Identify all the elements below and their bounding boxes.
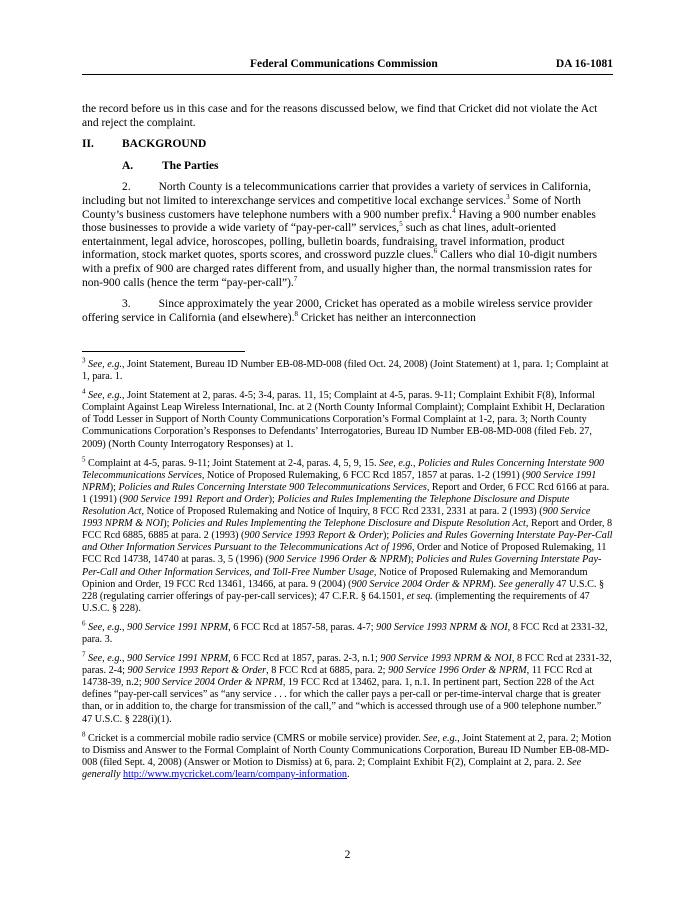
fn8-i2: See generally xyxy=(82,756,582,780)
subsection-heading xyxy=(82,160,613,174)
fn7-s5: , 11 FCC Rcd at 14738-39, n.2; xyxy=(82,665,593,689)
fn5-s12: , Notice of Proposed Rulemaking and Memorandum Opinion and Order, 19 FCC Rcd 13461, 13466, at para. 9 (2004) ( xyxy=(82,566,588,590)
p2-text-3: Having a 900 number enables those businesses to provide a wide variety of “pay-per-call” services, xyxy=(82,208,596,235)
fn7-s4: , 8 FCC Rcd at 6885, para. 2; xyxy=(266,665,389,677)
footnotes xyxy=(82,356,613,788)
fn5-s1: Complaint at 4-5, paras. 9-11; Joint Statement at 2-4, paras. 4, 5, 9, 15. xyxy=(88,457,380,469)
fn7-i4: 900 Service 1993 Report & Order xyxy=(127,665,267,677)
fn8-s4: . xyxy=(347,768,350,780)
fn5-i4: 900 Service 1991 Report and Order xyxy=(122,493,269,505)
footnote-8-number: 8 xyxy=(82,730,86,739)
fn5-i10: 900 Service 1996 Order & NPRM xyxy=(268,554,408,566)
fn5-s11: ); xyxy=(407,554,417,566)
footnote-ref-6[interactable]: 6 xyxy=(433,247,438,256)
fn5-i1: See, e.g., Policies and Rules Concerning Interstate 900 Telecommunications Services xyxy=(82,457,605,481)
fn6-s1: , xyxy=(122,621,128,633)
fn8-i1: See, e.g. xyxy=(423,732,458,744)
footnote-6 xyxy=(82,619,613,646)
fn5-i11: Policies and Rules Governing Interstate Pay-Per-Call and Other Information Services, and Toll-Free Number Usage xyxy=(82,554,602,578)
footnote-8 xyxy=(82,730,613,781)
fn5-s10: , Order and Notice of Proposed Rulemaking, 11 FCC Rcd 14738, 14740 at paras. 3, 5 (1996) ( xyxy=(82,542,607,566)
footnote-ref-3[interactable]: 3 xyxy=(506,193,510,202)
fn5-i13: See generally xyxy=(498,578,554,590)
fn5-i6: 900 Service 1993 NPRM & NOI xyxy=(82,506,591,530)
footnote-separator xyxy=(82,351,245,352)
footnote-3 xyxy=(82,356,613,383)
paragraph-2 xyxy=(82,181,613,290)
footnote-4-number: 4 xyxy=(82,387,86,396)
fn6-s2: , 6 FCC Rcd at 1857-58, paras. 4-7; xyxy=(228,621,377,633)
subsection-number: A. xyxy=(122,159,134,172)
fn7-s1: , xyxy=(122,653,128,665)
p2-text-5: Callers who dial 10-digit numbers with a prefix of 900 are charged rates different from, and usually higher than, the normal transmission rates for non-900 calls (hence the term “pay-per-call”). xyxy=(82,249,598,289)
fn5-s2: , Notice of Proposed Rulemaking, 6 FCC Rcd 1857, 1857 at paras. 1-2 (1991) ( xyxy=(201,469,526,481)
fn5-s4: , Report and Order, 6 FCC Rcd 6166 at para. 1 (1991) ( xyxy=(82,481,610,505)
fn4-signal: See, e.g. xyxy=(88,390,122,402)
footnote-7 xyxy=(82,650,613,726)
fn5-i3: Policies and Rules Concerning Interstate 900 Telecommunications Services xyxy=(118,481,427,493)
fn5-s14: 47 U.S.C. § 228 (regulating carrier offerings of pay-per-call services); 47 C.F.R. § 64.1501, xyxy=(82,578,605,602)
p2-text-1: North County is a telecommunications carrier that provides a variety of services in California, including but not limited to interexchange services and competitive local exchange services. xyxy=(82,181,592,207)
page-header xyxy=(82,56,613,75)
fn7-s2: , 6 FCC Rcd at 1857, paras. 2-3, n.1; xyxy=(228,653,381,665)
fn6-s3: , 8 FCC Rcd at 2331-32, para. 3. xyxy=(82,621,608,645)
fn5-s15: (implementing the requirements of 47 U.S.C. § 228). xyxy=(82,590,590,614)
p3-text-1: Since approximately the year 2000, Cricket has operated as a mobile wireless service provider offering service in California (and elsewhere). xyxy=(82,298,593,324)
section-number: II. xyxy=(82,138,94,151)
paragraph-3 xyxy=(82,298,613,325)
fn6-i1: See, e.g. xyxy=(88,621,122,633)
footnote-5 xyxy=(82,455,613,615)
fn5-s8: , Report and Order, 8 FCC Rcd 6885, 6885 at para. 2 (1993) ( xyxy=(82,518,613,542)
footnote-6-number: 6 xyxy=(82,619,86,628)
fn5-s13: ). xyxy=(490,578,499,590)
fn5-s5: ); xyxy=(268,493,278,505)
fn5-i7: Policies and Rules Implementing the Telephone Disclosure and Dispute Resolution Act xyxy=(172,518,526,530)
fn7-i2: 900 Service 1991 NPRM xyxy=(127,653,229,665)
fn7-s6: , 19 FCC Rcd at 13462, para. 1, n.1. In pertinent part, Section 228 of the Act defines “pay-per-call services” as “any service . . . for which the caller pays a per-call or per-time-interval charge that is greater than, or in addition to, the charge for transmission of the call,” and “which is accessed through use of a 900 telephone number.” 47 U.S.C. § 228(i)(1). xyxy=(82,677,602,725)
fn8-s1: Cricket is a commercial mobile radio service (CMRS or mobile service) provider. xyxy=(88,732,424,744)
fn7-i6: 900 Service 2004 Order & NPRM xyxy=(144,677,283,689)
fn5-i8: 900 Service 1993 Report & Order xyxy=(244,530,383,542)
section-title: BACKGROUND xyxy=(122,138,207,151)
footnote-7-number: 7 xyxy=(82,650,86,659)
footnote-4 xyxy=(82,387,613,450)
cricket-company-link[interactable]: http://www.mycricket.com/learn/company-information xyxy=(123,768,347,780)
fn8-s2: , Joint Statement at 2, para. 2; Motion to Dismiss and Answer to the Formal Complaint of North County Communications Corporation, Bureau ID Number EB-08-MD-008 (filed Sept. 4, 2008) (Answer or Motion to Dismiss) at 6, para. 2; Complaint Exhibit F(2), Complaint at 2, para. 2. xyxy=(82,732,612,768)
fn3-signal: See, e.g. xyxy=(88,359,122,370)
fn5-i5: Policies and Rules Implementing the Telephone Disclosure and Dispute Resolution Act xyxy=(82,493,570,518)
fn5-s7: ); xyxy=(163,518,172,530)
header-doc-number: DA 16-1081 xyxy=(555,58,613,70)
fn6-i3: 900 Service 1993 NPRM & NOI xyxy=(376,621,508,633)
footnote-ref-4[interactable]: 4 xyxy=(452,206,456,215)
fn5-s6: , Notice of Proposed Rulemaking and Notice of Inquiry, 8 FCC Rcd 2331, 2331 at para. 2 (1993) ( xyxy=(141,506,543,518)
footnote-ref-5[interactable]: 5 xyxy=(399,220,403,229)
fn5-s3: ); xyxy=(109,481,119,493)
paragraph-2-number: 2. xyxy=(122,181,131,194)
fn7-i5: 900 Service 1996 Order & NPRM xyxy=(388,665,527,677)
fn5-i12: 900 Service 2004 Order & NPRM xyxy=(351,578,491,590)
footnote-ref-7[interactable]: 7 xyxy=(293,274,298,283)
header-agency: Federal Communications Commission xyxy=(250,58,438,70)
page-number: 2 xyxy=(344,849,351,861)
fn7-s3: , 8 FCC Rcd at 2331-32, paras. 2-4; xyxy=(82,653,612,677)
fn4-text: , Joint Statement at 2, paras. 4-5; 3-4, paras. 11, 15; Complaint at 4-5, paras. 9-11; Complaint Exhibit F(8), Informal Complaint Against Leap Wireless International, Inc. at 2 (North County Informal Complaint); Complaint Exhibit H, Declaration of Todd Lesser in Support of North County Communications Corporation’s Formal Complaint at 1-2, para. 3; North County Communications Corporation’s Responses to Defendants’ Interrogatories, Bureau ID Number EB-08-MD-008 (filed Feb. 27, 2009) (North County Interrogatory Responses) at 1. xyxy=(82,390,605,450)
subsection-title: The Parties xyxy=(162,159,219,172)
fn6-i2: 900 Service 1991 NPRM xyxy=(127,621,229,633)
fn5-s9: ); xyxy=(382,530,392,542)
fn7-i3: 900 Service 1993 NPRM & NOI xyxy=(380,653,512,665)
fn3-text: , Joint Statement, Bureau ID Number EB-08-MD-008 (filed Oct. 24, 2008) (Joint Statement) at 1, para. 1; Complaint at 1, para. 1. xyxy=(82,359,609,383)
paragraph-3-number: 3. xyxy=(122,298,131,311)
footnote-ref-8[interactable]: 8 xyxy=(294,309,298,318)
footnote-5-number: 5 xyxy=(82,455,86,464)
fn5-i9: Policies and Rules Governing Interstate Pay-Per-Call and Other Information Services Pursuant to the Telecommunications Act of 1996 xyxy=(82,530,613,554)
section-heading xyxy=(82,138,613,152)
footnote-3-number: 3 xyxy=(82,356,86,365)
body-text xyxy=(82,103,613,325)
p2-text-4: such as chat lines, adult-oriented entertainment, legal advice, horoscopes, polling, bulletin boards, fundraising, travel information, product information, stock market quotes, sports scores, and crossword puzzle clues. xyxy=(82,222,565,262)
fn5-i2: 900 Service 1991 NPRM xyxy=(82,469,597,493)
fn7-i1: See, e.g. xyxy=(88,653,122,665)
fn5-i14: et seq. xyxy=(406,590,433,602)
p2-text-2: Some of North County’s business customers have telephone numbers with a 900 number prefix. xyxy=(82,194,581,221)
p3-text-2: Cricket has neither an interconnection xyxy=(297,311,476,324)
intro-paragraph: the record before us in this case and for the reasons discussed below, we find that Cricket did not violate the Act and reject the complaint. xyxy=(82,103,598,129)
